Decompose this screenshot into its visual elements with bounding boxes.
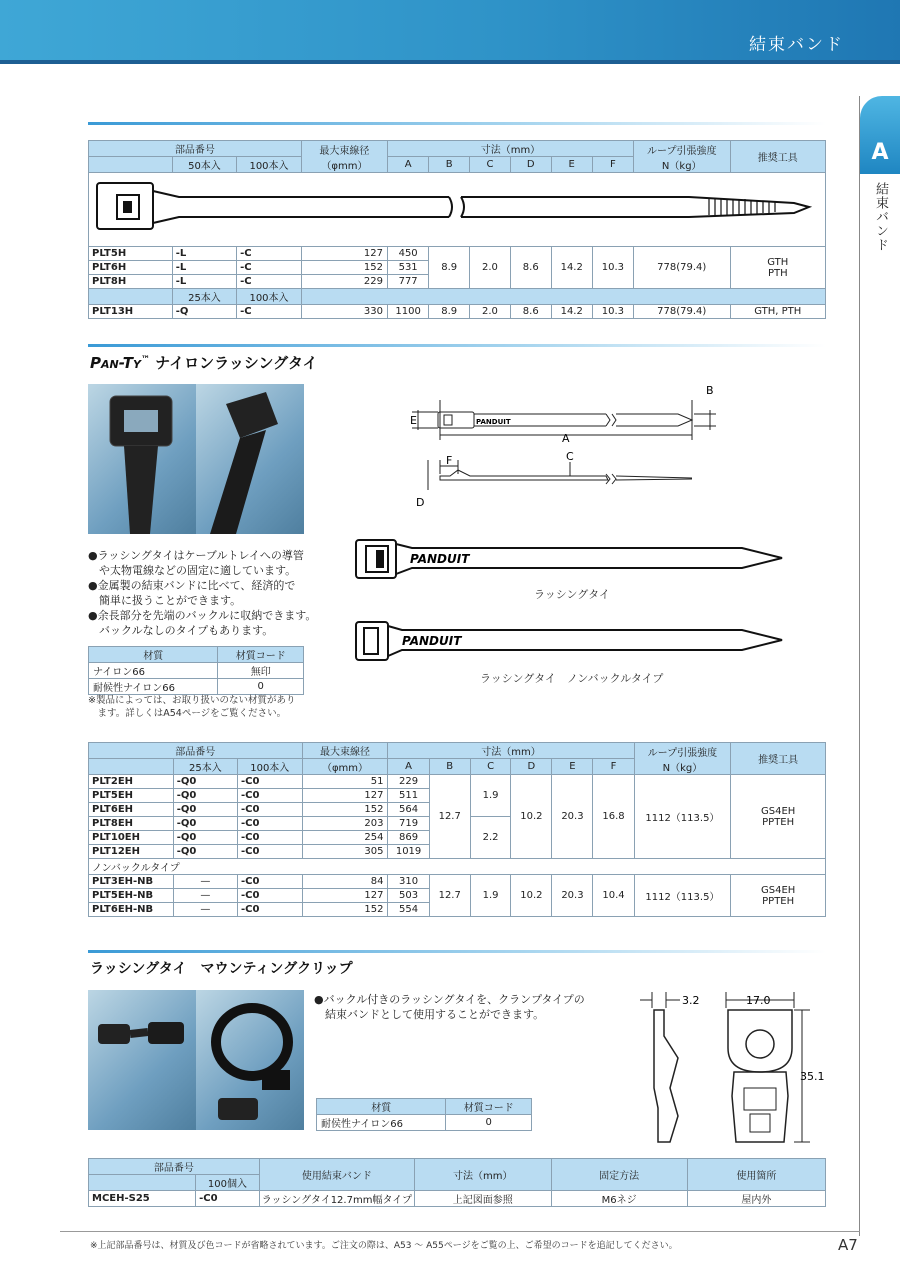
- clip-photo-right: [196, 990, 304, 1130]
- table-row: PLT10EH -Q0 -C0 254 869: [89, 831, 826, 845]
- feature-bullet: ●金属製の結束バンドに比べて、経済的で: [88, 579, 296, 592]
- table-row: PLT5EH -Q0 -C0 127 511: [89, 789, 826, 803]
- clip-bullet: ●バックル付きのラッシングタイを、クランプタイプの 結束バンドとして使用することができます。: [314, 993, 585, 1021]
- cable-tie-drawing: [89, 173, 826, 247]
- table-row: PLT5EH-NB — -C0 127 503: [89, 889, 826, 903]
- section-title-mounting-clip: ラッシングタイ マウンティングクリップ: [90, 961, 353, 977]
- dim-label-d: D: [416, 496, 425, 509]
- clip-dim-height: 35.1: [800, 1070, 825, 1083]
- product-photo-left: [88, 384, 196, 534]
- material-note: ※製品によっては、お取り扱いのない材質があり ます。詳しくはA54ページをご覧ください。: [88, 695, 296, 719]
- table-row: PLT2EH -Q0 -C0 51 229 12.7 1.9 10.2 20.3 16.8 1112（113.5） GS4EH PPTEH: [89, 775, 826, 789]
- clip-dim-thickness: 3.2: [682, 994, 700, 1007]
- side-divider: [859, 96, 860, 1236]
- clip-material-table: 材質 材質コード 耐侯性ナイロン66 0: [316, 1098, 532, 1131]
- product-photo-right: [196, 384, 304, 534]
- clip-dimension-diagram: [630, 988, 830, 1148]
- side-tab-label: 結束バンド: [873, 182, 888, 252]
- spec-table-2: 部品番号 最大束線径 寸法（mm） ループ引張強度 N（kg） 推奨工具 25本入 100本入 （φmm） A B C D E F PLT2EH -Q0 -C0 51 229 12.7 1.9 10.2 20.3 16.8 1112（113.5） GS4EH PPTEH PLT5EH -Q0 -C0 127 511 PLT6EH -Q0 -C0 152 564 PLT8EH -Q0 -C0 203 719 2.2 PLT10EH -Q0 -C0 254 869 PLT12EH -Q0 -C0 305 1019 ノンバックルタイプ PLT3EH-NB — -C0 84 310 12.7 1.9 10.2 20.3 10.4 1112（113.5） GS4EH PPTEH PLT5EH-NB — -C0 127 503 PLT6EH-NB — -C0 152 554: [88, 742, 826, 917]
- table-row: PLT8H -L -C 229 777: [89, 275, 826, 289]
- subheader-row: 25本入 100本入: [89, 289, 826, 305]
- table-row: PLT12EH -Q0 -C0 305 1019: [89, 845, 826, 859]
- feature-bullet: バックルなしのタイプもあります。: [88, 624, 274, 637]
- footer-note: ※上記部品番号は、材質及び色コードが省略されています。ご注文の際は、A53 ～ A55ページをご覧の上、ご希望のコードを追記してください。: [90, 1241, 678, 1251]
- footer-rule: [60, 1231, 860, 1232]
- table-row: PLT3EH-NB — -C0 84 310 12.7 1.9 10.2 20.3 10.4 1112（113.5） GS4EH PPTEH: [89, 875, 826, 889]
- col-maxdia: 最大束線径: [302, 743, 388, 759]
- header-title: 結束バンド: [749, 35, 844, 55]
- col-dims: 寸法（mm）: [387, 141, 633, 157]
- col-maxdia: 最大束線径 （φmm）: [301, 141, 387, 173]
- brand-mark: PANDUIT: [476, 418, 511, 426]
- dim-label-f: F: [446, 454, 453, 467]
- col-tool: 推奨工具: [731, 743, 826, 775]
- col-loop: ループ引張強度 N（kg）: [634, 743, 731, 775]
- dimension-diagram: [410, 380, 730, 510]
- table-row: PLT6EH-NB — -C0 152 554: [89, 903, 826, 917]
- nonbuckle-tie-drawing: [352, 618, 792, 666]
- section-rule: [88, 122, 826, 125]
- table-row: PLT6EH -Q0 -C0 152 564: [89, 803, 826, 817]
- brand-mark: PANDUIT: [410, 552, 470, 566]
- brand-mark: PANDUIT: [402, 634, 462, 648]
- section-title-pan-ty: Pan-Ty™ ナイロンラッシングタイ: [90, 354, 318, 372]
- section-rule: [88, 344, 826, 347]
- dim-label-b: B: [706, 384, 714, 397]
- col-part: 部品番号: [89, 1159, 260, 1175]
- header-rule: [0, 60, 900, 64]
- caption-lashing-tie: ラッシングタイ: [534, 588, 610, 601]
- table-row: PLT5H -L -C 127 450 8.9 2.0 8.6 14.2 10.3 778(79.4) GTH PTH: [89, 247, 826, 261]
- col-a: A: [387, 157, 428, 173]
- feature-bullet: ●余長部分を先端のバックルに収納できます。: [88, 609, 317, 622]
- col-loop: ループ引張強度 N（kg）: [633, 141, 730, 173]
- col-qty50: 50本入: [172, 157, 236, 173]
- col-part: 部品番号: [89, 743, 303, 759]
- feature-bullet: 簡単に扱うことができます。: [88, 594, 242, 607]
- clip-dim-width: 17.0: [746, 994, 771, 1007]
- col-f: F: [592, 157, 633, 173]
- feature-bullet: や太物電線などの固定に適しています。: [88, 564, 297, 577]
- col-b: B: [429, 157, 470, 173]
- dim-label-e: E: [410, 414, 417, 427]
- dim-label-c: C: [566, 450, 574, 463]
- col-qty100: 100本入: [237, 157, 302, 173]
- table-row: PLT6H -L -C 152 531: [89, 261, 826, 275]
- col-place: 使用箇所: [687, 1159, 825, 1191]
- col-part: 部品番号: [89, 141, 302, 157]
- cable-tie-illustration: [89, 173, 825, 243]
- col-band: 使用結束バンド: [259, 1159, 414, 1191]
- clip-spec-table: 部品番号 使用結束バンド 寸法（mm） 固定方法 使用箇所 100個入 MCEH-S25 -C0 ラッシングタイ12.7mm幅タイプ 上記図面参照 M6ネジ 屋内外: [88, 1158, 826, 1207]
- table-row: MCEH-S25 -C0 ラッシングタイ12.7mm幅タイプ 上記図面参照 M6ネジ 屋内外: [89, 1191, 826, 1207]
- lashing-tie-drawing: [352, 536, 792, 584]
- group-label-row: ノンバックルタイプ: [89, 859, 826, 875]
- col-e: E: [551, 157, 592, 173]
- table-row: PLT8EH -Q0 -C0 203 719 2.2: [89, 817, 826, 831]
- col-d: D: [510, 157, 551, 173]
- col-dims: 寸法（mm）: [388, 743, 634, 759]
- table-row: PLT13H -Q -C 330 1100 8.9 2.0 8.6 14.2 10.3 778(79.4) GTH, PTH: [89, 305, 826, 319]
- col-dims: 寸法（mm）: [414, 1159, 551, 1191]
- section-rule: [88, 950, 826, 953]
- spec-table-1: [88, 140, 826, 319]
- caption-nonbuckle-tie: ラッシングタイ ノンバックルタイプ: [480, 672, 664, 685]
- feature-bullet: ●ラッシングタイはケーブルトレイへの導管: [88, 549, 304, 562]
- side-tab-letter: A: [871, 140, 889, 165]
- col-tool: 推奨工具: [730, 141, 825, 173]
- dim-label-a: A: [562, 432, 570, 445]
- material-table: 材質 材質コード ナイロン66 無印 耐候性ナイロン66 0: [88, 646, 304, 695]
- page-number: A7: [838, 1236, 858, 1254]
- col-c: C: [470, 157, 511, 173]
- feature-list: [88, 548, 318, 638]
- clip-photo-left: [88, 990, 196, 1130]
- col-fix: 固定方法: [551, 1159, 687, 1191]
